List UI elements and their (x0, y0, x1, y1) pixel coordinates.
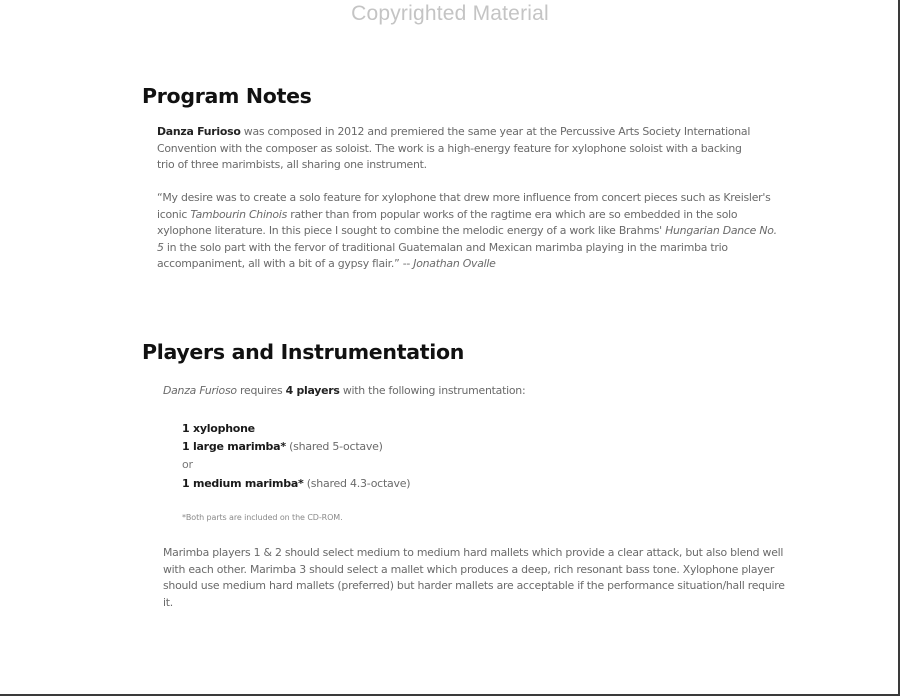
quote-work-2: Hungarian Dance No. 5 (157, 224, 777, 254)
watermark: Copyrighted Material (351, 2, 549, 25)
intro-work-title: Danza Furioso (163, 384, 237, 397)
instrument-label: 1 large marimba* (182, 440, 286, 454)
quote-part-3: in the solo part with the fervor of traditional Guatemalan and Mexican marimba playing in the marimba trio accompaniment, all with a bit of a gypsy flair.” -- (157, 240, 728, 270)
list-item (182, 456, 410, 474)
player-count: 4 players (285, 384, 340, 397)
composer-quote (157, 190, 782, 273)
quote-work-1: Tambourin Chinois (190, 207, 287, 221)
quote-author: Jonathan Ovalle (413, 257, 496, 270)
instrument-label: 1 xylophone (182, 422, 255, 435)
instrument-list (182, 420, 410, 493)
program-notes-paragraph (157, 124, 757, 174)
list-item (182, 420, 410, 438)
or-separator: or (182, 458, 193, 472)
mallet-instructions: Marimba players 1 & 2 should select medium to medium hard mallets which provide a clear attack, but also blend well with each other. Marimba 3 should select a mallet which produces a deep, rich resonant bass tone. Xylophone player should use medium hard mallets (preferred) but harder mallets are acceptable if the performance situation/hall require it. (163, 546, 785, 609)
program-notes-text: was composed in 2012 and premiered the same year at the Percussive Arts Society International Convention with the composer as soloist. The work is a high-energy feature for xylophone soloist with a backing trio of three marimbists, all sharing one instrument. (157, 125, 751, 171)
work-title: Danza Furioso (157, 125, 241, 138)
footnote: *Both parts are included on the CD-ROM. (182, 513, 343, 522)
instrumentation-intro (163, 383, 763, 400)
instrumentation-heading: Players and Instrumentation (142, 340, 465, 364)
intro-requires: requires (236, 384, 286, 397)
quote-part-2: rather than from popular works of the ragtime era which are so embedded in the solo xylophone literature. In this piece I sought to combine the melodic energy of a work like Brahms' (157, 207, 738, 237)
list-item (182, 475, 410, 493)
quote-part-1: “My desire was to create a solo feature for xylophone that drew more influence from concert pieces such as Kreisler's iconic (157, 191, 771, 221)
program-notes-heading: Program Notes (142, 84, 312, 108)
intro-rest: with the following instrumentation: (339, 384, 526, 397)
instrument-label: 1 medium marimba* (182, 476, 304, 490)
list-item (182, 438, 410, 456)
instrument-note: (shared 4.3-octave) (303, 476, 411, 490)
instrument-note: (shared 5-octave) (285, 440, 383, 454)
